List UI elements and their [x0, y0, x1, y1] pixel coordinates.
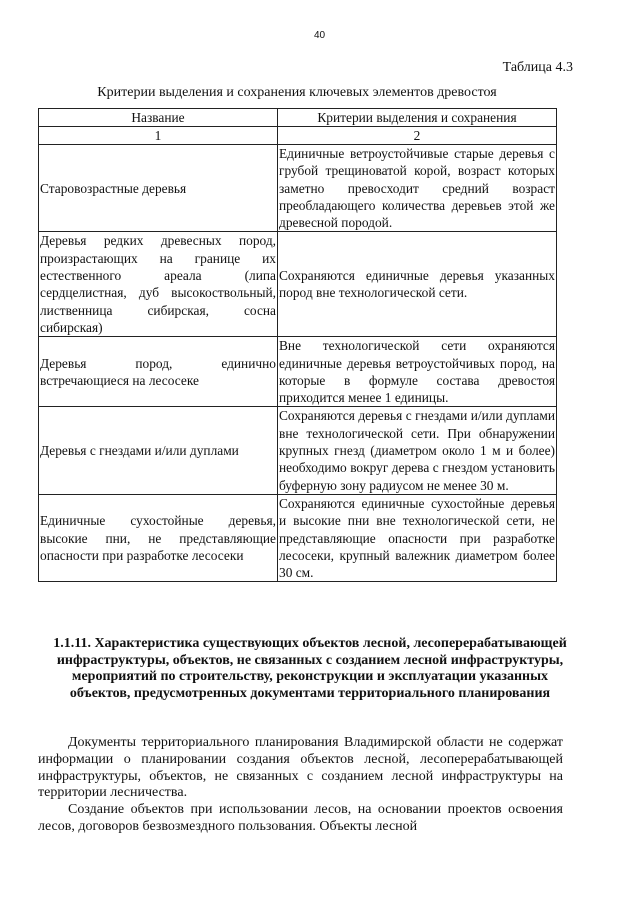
body-text [38, 735, 563, 836]
row-name: Деревья пород, единично встречающиеся на лесосеке [39, 337, 278, 407]
page-number: 40 [313, 30, 326, 41]
section-heading: 1.1.11. Характеристика существующих объектов лесной, лесоперерабатывающей инфраструктуры, объектов, не связанных с созданием лесной инфраструктуры, мероприятий по строительству, реконструкции и эксплуатации указанных объектов, предусмотренных документами территориального планирования [53, 636, 567, 701]
column-number-1: 1 [39, 127, 278, 145]
row-name: Единичные сухостойные деревья, высокие пни, не представляющие опасности при разработке лесосеки [39, 494, 278, 581]
row-criteria: Сохраняются единичные деревья указанных пород вне технологической сети. [278, 232, 557, 337]
row-name: Деревья с гнездами и/или дуплами [39, 407, 278, 494]
column-header-name: Название [39, 109, 278, 127]
table-row [39, 494, 557, 581]
table-row [39, 337, 557, 407]
paragraph: Документы территориального планирования Владимирской области не содержат информации о планировании создания объектов лесной, лесоперерабатывающей инфраструктуры, объектов, не связанных с созданием лесной инфраструктуры на территории лесничества. [38, 735, 563, 801]
row-name: Деревья редких древесных пород, произрастающих на границе их естественного ареала (липа сердцелистная, дуб высокоствольный, лиственница сибирская, сосна сибирская) [40, 233, 276, 335]
paragraph: Создание объектов при использовании лесов, на основании проектов освоения лесов, договоров безвозмездного пользования. Объекты лесной [38, 802, 563, 834]
column-number-row [39, 127, 557, 145]
row-name: Старовозрастные деревья [39, 145, 278, 232]
table-label: Таблица 4.3 [502, 60, 573, 75]
table-row [39, 407, 557, 494]
column-header-criteria: Критерии выделения и сохранения [278, 109, 557, 127]
criteria-table [38, 108, 557, 582]
table-caption: Критерии выделения и сохранения ключевых элементов древостоя [97, 85, 497, 100]
row-criteria: Вне технологической сети охраняются единичные деревья ветроустойчивых пород, на которые в формуле состава древостоя приходится менее 1 единицы. [279, 338, 555, 406]
table-row [39, 232, 557, 337]
table-row [39, 145, 557, 232]
row-criteria: Сохраняются деревья с гнездами и/или дуплами вне технологической сети. При обнаружении крупных гнезд (диаметром около 1 м и более) необходимо вокруг дерева с гнездом установить буферную зону радиусом не менее 30 м. [279, 408, 555, 493]
table-header-row [39, 109, 557, 127]
row-criteria: Единичные ветроустойчивые старые деревья с грубой трещиноватой корой, возраст которых заметно превосходит средний возраст преобладающего количества деревьев этой же древесной породой. [279, 146, 555, 231]
row-criteria: Сохраняются единичные сухостойные деревья и высокие пни вне технологической сети, не представляющие опасности при разработке лесосеки, крупный валежник диаметром более 30 см. [279, 495, 555, 581]
column-number-2: 2 [278, 127, 557, 145]
